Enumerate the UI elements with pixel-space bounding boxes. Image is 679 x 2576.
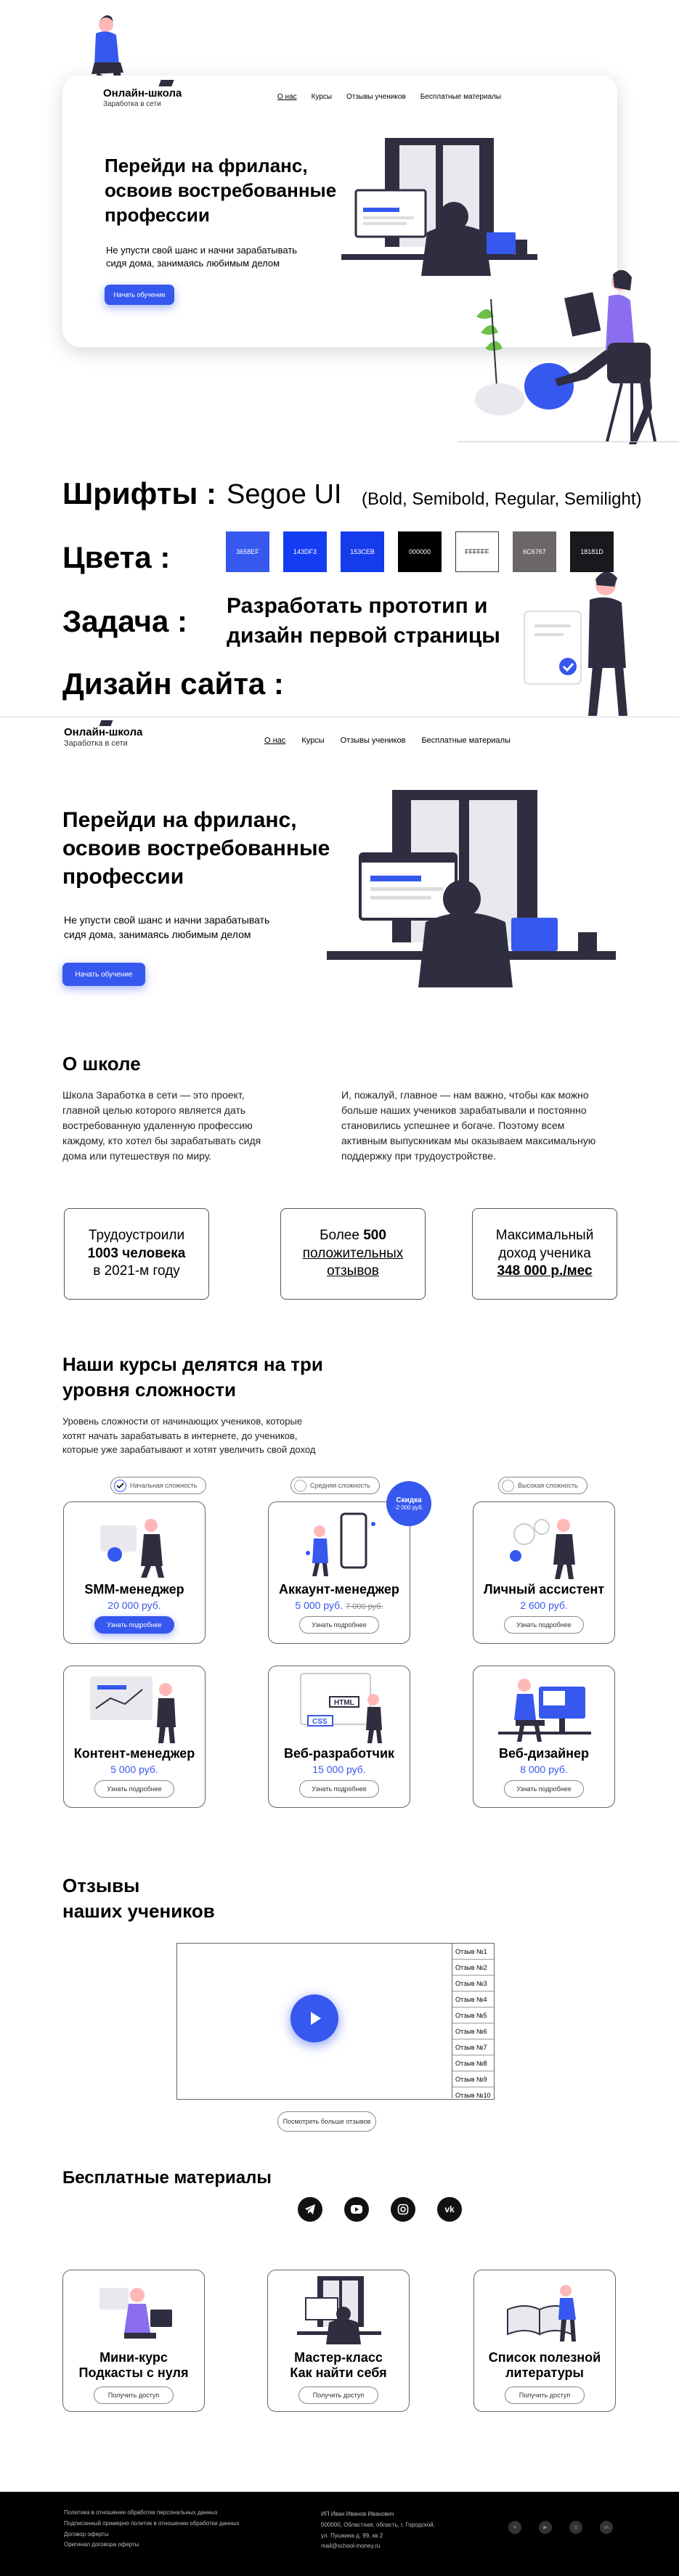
free-card-literature[interactable] <box>473 2270 616 2412</box>
footer-link[interactable]: Политика в отношении обработки персональных данных <box>64 2509 218 2516</box>
level-pill-medium[interactable]: Средняя сложность <box>290 1477 380 1494</box>
course-details-button[interactable]: Узнать подробнее <box>94 1616 174 1634</box>
level-pill-high[interactable]: Высокая сложность <box>498 1477 587 1494</box>
web-developer-illustration <box>293 1671 388 1743</box>
mockup-nav-about[interactable]: О нас <box>277 93 297 101</box>
swatch-000000: 000000 <box>398 531 442 572</box>
hero-floor-line <box>458 441 679 442</box>
course-price: 20 000 руб. <box>107 1599 161 1611</box>
svg-text:HTML: HTML <box>334 1699 354 1707</box>
review-list-item[interactable]: Отзыв №2 <box>452 1960 494 1976</box>
radio-icon <box>502 1480 514 1492</box>
mockup-logo[interactable] <box>103 87 182 108</box>
course-title: Контент-менеджер <box>73 1746 195 1761</box>
site-nav <box>264 736 511 745</box>
woman-laptop-illustration <box>440 270 679 444</box>
site-hero-title: Перейди на фриланс, освоив востребованные профессии <box>62 808 330 889</box>
reviews-heading: Отзывы наших учеников <box>62 1875 215 1923</box>
course-old-price: 7 000 руб. <box>346 1602 383 1611</box>
task-label: Задача : <box>62 604 188 638</box>
mockup-logo-tagline: Заработка в сети <box>103 100 161 108</box>
mockup-nav-courses[interactable]: Курсы <box>311 93 333 101</box>
course-title: SMM-менеджер <box>84 1582 184 1597</box>
web-designer-illustration <box>498 1672 591 1743</box>
colors-label: Цвета : <box>62 540 171 574</box>
course-card-web-designer[interactable] <box>473 1666 615 1808</box>
site-nav-about[interactable]: О нас <box>264 736 286 745</box>
design-label: Дизайн сайта : <box>62 667 284 701</box>
site-start-button[interactable]: Начать обучение <box>62 963 145 986</box>
discount-value: -2 000 руб. <box>394 1504 424 1511</box>
site-hero-subtitle: Не упусти свой шанс и начни зарабатывать сидя дома, занимаясь любимым делом <box>64 914 270 940</box>
course-details-button[interactable]: Узнать подробнее <box>504 1780 584 1798</box>
course-title: Личный ассистент <box>483 1582 605 1597</box>
checklist-person-illustration <box>514 568 645 716</box>
about-left-text: Школа Заработка в сети — это проект, главной целью которого является дать востребованную удаленную профессию каждому, кто хотел бы зарабатывать сидя дома или путешествуя по миру. <box>62 1089 261 1162</box>
free-card-masterclass[interactable] <box>267 2270 410 2412</box>
fonts-label: Шрифты : <box>62 476 216 510</box>
discount-badge <box>386 1481 431 1526</box>
podcasts-illustration <box>95 2281 175 2346</box>
swatch-ffffff: FFFFFF <box>455 531 499 572</box>
fonts-weights: (Bold, Semibold, Regular, Semilight) <box>362 489 642 509</box>
swatch-143df3: 143DF3 <box>283 531 327 572</box>
vk-icon[interactable]: vk <box>437 2197 462 2222</box>
svg-text:CSS: CSS <box>312 1718 328 1726</box>
course-details-button[interactable]: Узнать подробнее <box>299 1780 379 1798</box>
footer-links <box>64 2508 240 2551</box>
content-manager-illustration <box>86 1672 184 1743</box>
courses-text: Уровень сложности от начинающих учеников, которые хотят начать зарабатывать в интернете, до учеников, которые уже зарабатывают и хотят увеличить свой доход <box>62 1416 316 1455</box>
course-price: 8 000 руб. <box>520 1764 568 1775</box>
review-list-item[interactable]: Отзыв №4 <box>452 1992 494 2008</box>
get-access-button[interactable]: Получить доступ <box>298 2387 378 2404</box>
course-price: 5 000 руб. 7 000 руб. <box>295 1599 383 1611</box>
site-nav-courses[interactable]: Курсы <box>301 736 325 745</box>
mockup-start-button[interactable]: Начать обучение <box>105 285 174 305</box>
course-price: 15 000 руб. <box>312 1764 366 1775</box>
smm-illustration <box>93 1511 179 1578</box>
about-heading: О школе <box>62 1053 141 1075</box>
site-nav-materials[interactable]: Бесплатные материалы <box>421 736 511 745</box>
site-hero-illustration <box>327 790 616 1000</box>
play-button[interactable] <box>290 1994 338 2042</box>
get-access-button[interactable]: Получить доступ <box>94 2387 174 2404</box>
footer-address: ИП Иван Иванов Иванович 000000, Областная, область, г. Городской, ул. Пушкина д. 99, кв 2 mail@school-money.ru <box>321 2509 435 2552</box>
swatch-153ceb: 153CEB <box>341 531 384 572</box>
mockup-nav-materials[interactable]: Бесплатные материалы <box>420 93 502 101</box>
swatch-18181d: 18181D <box>570 531 614 572</box>
color-swatches <box>226 531 614 572</box>
telegram-icon[interactable] <box>298 2197 322 2222</box>
course-card-personal-assistant[interactable] <box>473 1501 615 1644</box>
course-title: Аккаунт-менеджер <box>279 1582 399 1597</box>
course-details-button[interactable]: Узнать подробнее <box>299 1616 379 1634</box>
review-list-item[interactable]: Отзыв №10 <box>455 2092 491 2099</box>
mortarboard-icon <box>158 80 174 86</box>
free-card-podcasts[interactable] <box>62 2270 205 2412</box>
footer-email[interactable]: mail@school-money.ru <box>321 2543 381 2550</box>
mortarboard-icon <box>99 720 113 726</box>
free-heading: Бесплатные материалы <box>62 2168 272 2188</box>
stat-card-income: Максимальный доход ученика 348 000 р./мес <box>472 1208 617 1300</box>
account-manager-illustration <box>298 1509 383 1578</box>
review-list-item[interactable]: Отзыв №5 <box>452 2008 494 2023</box>
review-list-item[interactable]: Отзыв №9 <box>452 2071 494 2087</box>
course-card-web-developer[interactable] <box>268 1666 410 1808</box>
swatch-6c6767: 6C6767 <box>513 531 556 572</box>
free-title: Мини-курс Подкасты с нуля <box>78 2350 189 2380</box>
footer-link[interactable]: Подписанный примерно политик в отношении обработки данных <box>64 2519 240 2527</box>
footer-socials <box>508 2521 613 2534</box>
review-list-item[interactable]: Отзыв №8 <box>452 2055 494 2071</box>
youtube-icon[interactable]: ▶ <box>539 2521 552 2534</box>
free-title: Мастер-класс Как найти себя <box>290 2350 387 2380</box>
site-nav-reviews[interactable]: Отзывы учеников <box>340 736 406 745</box>
review-list <box>452 1944 494 2098</box>
footer-link[interactable]: Оригинал договора оферты <box>64 2541 139 2548</box>
course-title: Веб-разработчик <box>283 1746 395 1761</box>
free-title: Список полезной литературы <box>488 2350 601 2380</box>
more-reviews-button[interactable]: Посмотреть больше отзывов <box>277 2111 376 2132</box>
task-value: Разработать прототип и дизайн первой страницы <box>227 594 500 648</box>
radio-icon <box>294 1480 306 1492</box>
mockup-logo-name: Онлайн-школа <box>103 87 182 99</box>
about-right-text: И, пожалуй, главное — нам важно, чтобы как можно больше наших учеников зарабатывали и постоянно становились успешнее и богаче. Поэтому всем активным выпускникам мы оказываем максимальную поддержку при трудоустройстве. <box>341 1089 596 1162</box>
site-logo-tagline: Заработка в сети <box>64 739 128 748</box>
course-card-smm[interactable] <box>63 1501 206 1644</box>
vk-icon[interactable]: vk <box>600 2521 613 2534</box>
courses-heading: Наши курсы делятся на три уровня сложности <box>62 1353 323 1401</box>
course-card-account-manager[interactable] <box>268 1501 410 1644</box>
level-pill-beginner[interactable]: Начальная сложность <box>110 1477 206 1494</box>
course-details-button[interactable]: Узнать подробнее <box>504 1616 584 1634</box>
mockup-hero-subtitle: Не упусти свой шанс и начни зарабатывать сидя дома, занимаясь любимым делом <box>106 245 298 269</box>
youtube-icon[interactable] <box>344 2197 369 2222</box>
course-card-content-manager[interactable] <box>63 1666 206 1808</box>
swatch-3658ef: 3658EF <box>226 531 269 572</box>
review-list-item[interactable]: Отзыв №1 <box>452 1944 494 1960</box>
literature-illustration <box>500 2281 590 2346</box>
review-list-item[interactable]: Отзыв №6 <box>452 2023 494 2039</box>
check-icon <box>114 1480 126 1492</box>
stat-card-employed: Трудоустроили 1003 человека в 2021-м году <box>64 1208 209 1300</box>
telegram-icon[interactable]: ✈ <box>508 2521 521 2534</box>
play-icon <box>305 2009 324 2028</box>
discount-label: Скидка <box>396 1496 422 1504</box>
review-list-item[interactable]: Отзыв №3 <box>452 1976 494 1992</box>
assistant-illustration <box>498 1512 590 1579</box>
site-logo[interactable] <box>64 726 142 748</box>
mockup-hero-title: Перейди на фриланс, освоив востребованные профессии <box>105 155 337 226</box>
footer <box>0 2492 679 2576</box>
course-title: Веб-дизайнер <box>498 1746 590 1761</box>
social-row <box>298 2197 462 2222</box>
mockup-nav-reviews[interactable]: Отзывы учеников <box>346 93 406 101</box>
course-price: 2 600 руб. <box>520 1599 568 1611</box>
get-access-button[interactable]: Получить доступ <box>505 2387 585 2404</box>
stat-card-reviews: Более 500 положительных отзывов <box>280 1208 426 1300</box>
fonts-value: Segoe UI <box>227 479 342 510</box>
review-list-item[interactable]: Отзыв №7 <box>452 2039 494 2055</box>
mockup-window-illustration <box>341 138 537 290</box>
instagram-icon[interactable] <box>391 2197 415 2222</box>
site-logo-name: Онлайн-школа <box>64 726 143 738</box>
review-player <box>176 1943 495 2100</box>
course-details-button[interactable]: Узнать подробнее <box>94 1780 174 1798</box>
course-price: 5 000 руб. <box>110 1764 158 1775</box>
mockup-nav <box>277 93 501 101</box>
footer-link[interactable]: Договор оферты <box>64 2530 109 2538</box>
masterclass-illustration <box>297 2276 381 2347</box>
instagram-icon[interactable]: ◎ <box>569 2521 582 2534</box>
